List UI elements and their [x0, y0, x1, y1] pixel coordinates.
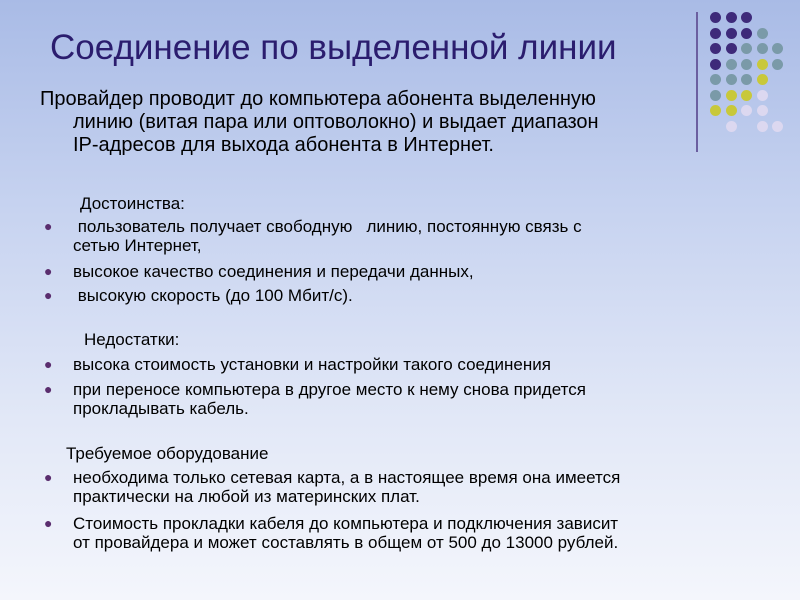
- item-text-cont: прокладывать кабель.: [73, 399, 249, 418]
- decorative-dot: [772, 43, 783, 54]
- decorative-dot: [741, 12, 752, 23]
- decorative-dot: [710, 105, 721, 116]
- bullet-icon: ●: [44, 515, 53, 531]
- decorative-dot: [741, 74, 752, 85]
- decorative-dot: [741, 59, 752, 70]
- equipment-heading: Требуемое оборудование: [66, 444, 269, 463]
- item-text: высокое качество соединения и передачи данных,: [73, 262, 474, 281]
- decorative-dot: [757, 90, 768, 101]
- decorative-dot: [741, 43, 752, 54]
- decorative-dot: [726, 12, 737, 23]
- decorative-dot: [710, 28, 721, 39]
- decorative-dot: [726, 90, 737, 101]
- decorative-dot: [726, 59, 737, 70]
- decorative-dot: [741, 90, 752, 101]
- decorative-dot: [757, 121, 768, 132]
- intro-line-2: линию (витая пара или оптоволокно) и выдает диапазон: [73, 111, 599, 133]
- bullet-icon: ●: [44, 356, 53, 372]
- decorative-dot: [741, 28, 752, 39]
- decorative-dot: [726, 121, 737, 132]
- decorative-dot: [757, 74, 768, 85]
- intro-paragraph: [40, 88, 690, 157]
- item-text: Стоимость прокладки кабеля до компьютера и подключения зависит: [73, 514, 619, 533]
- item-text: высокую скорость (до 100 Мбит/с).: [73, 286, 353, 305]
- item-text: пользователь получает свободную линию, постоянную связь с: [73, 217, 582, 236]
- item-text: высока стоимость установки и настройки такого соединения: [73, 355, 551, 374]
- decorative-dot: [757, 59, 768, 70]
- item-text-cont: практически на любой из материнских плат.: [73, 487, 420, 506]
- bullet-icon: ●: [44, 263, 53, 279]
- item-text-cont: от провайдера и может составлять в общем от 500 до 13000 рублей.: [73, 533, 619, 552]
- item-text: необходима только сетевая карта, а в настоящее время она имеется: [73, 468, 621, 487]
- decorative-dot: [772, 59, 783, 70]
- item-text: при переносе компьютера в другое место к нему снова придется: [73, 380, 586, 399]
- bullet-icon: ●: [44, 287, 53, 303]
- decorative-dot: [757, 43, 768, 54]
- decorative-dot: [772, 121, 783, 132]
- item-text-cont: сетью Интернет,: [73, 236, 202, 255]
- decorative-dot: [710, 90, 721, 101]
- slide-title: Соединение по выделенной линии: [50, 28, 617, 67]
- advantages-heading: Достоинства:: [80, 194, 185, 213]
- bullet-icon: ●: [44, 469, 53, 485]
- decorative-dot: [726, 74, 737, 85]
- decorative-dot: [726, 43, 737, 54]
- decorative-dot: [757, 105, 768, 116]
- decorative-dot: [726, 105, 737, 116]
- decorative-dot: [741, 105, 752, 116]
- decorative-dot: [710, 74, 721, 85]
- bullet-icon: ●: [44, 218, 53, 234]
- intro-line-3: IP-адресов для выхода абонента в Интернет.: [73, 134, 494, 156]
- decorative-dot: [710, 43, 721, 54]
- intro-line-1: Провайдер проводит до компьютера абонента выделенную: [40, 88, 596, 110]
- decorative-dot: [710, 59, 721, 70]
- disadvantages-heading: Недостатки:: [84, 330, 180, 349]
- decorative-dot: [757, 28, 768, 39]
- divider-line: [696, 12, 698, 152]
- decorative-dot: [710, 12, 721, 23]
- decorative-dot: [726, 28, 737, 39]
- bullet-icon: ●: [44, 381, 53, 397]
